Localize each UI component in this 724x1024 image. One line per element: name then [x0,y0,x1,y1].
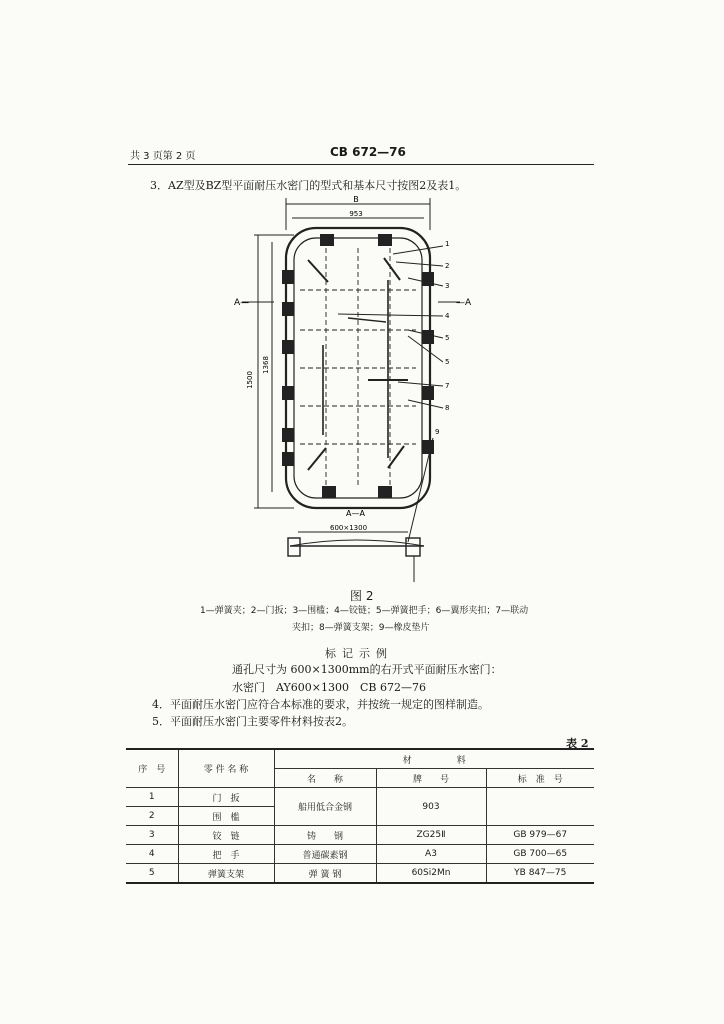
callout-8: 8 [445,404,450,412]
cell-mat: 铸 钢 [274,826,376,845]
label-1500: 1500 [246,371,254,389]
header-seq: 序 号 [126,749,178,788]
table-header-row [126,749,594,769]
callout-3: 3 [445,282,450,290]
cell-grade: A3 [376,845,486,864]
callout-1: 1 [445,240,450,248]
label-b: B [353,195,359,204]
callout-4: 4 [445,312,450,320]
cell-mat: 普通碳素钢 [274,845,376,864]
section-title: A—A [346,509,365,518]
cell-part: 门 扳 [178,788,274,807]
header-mat-name: 名 称 [274,769,376,788]
table-row [126,845,594,864]
materials-table [126,748,594,884]
example-line2: 水密门 AY600×1300 CB 672—76 [232,681,426,694]
standard-code: CB 672—76 [330,145,406,159]
figure-legend-line2: 夹扣；8—弹簧支架；9—橡皮垫片 [292,623,430,633]
cell-grade: ZG25Ⅱ [376,826,486,845]
figure-title: 图 2 [350,589,374,603]
cell-part: 围 槛 [178,807,274,826]
cell-seq: 4 [126,845,178,864]
cell-grade: 60Si2Mn [376,864,486,884]
table-row [126,864,594,884]
header-grade: 牌 号 [376,769,486,788]
header-rule [128,164,594,165]
callout-2: 2 [445,262,450,270]
door-drawing [228,190,488,590]
cell-part: 弹簧支架 [178,864,274,884]
table-row [126,826,594,845]
cell-part: 把 手 [178,845,274,864]
cell-std [486,788,594,826]
clause-3: 3．AZ型及BZ型平面耐压水密门的型式和基本尺寸按图2及表1。 [150,179,467,192]
example-line1: 通孔尺寸为 600×1300mm的右开式平面耐压水密门： [232,663,502,676]
cell-seq: 3 [126,826,178,845]
section-mark-left: A— [234,298,250,308]
callout-5b: 5 [445,358,450,366]
section-mark-right: —A [456,298,472,308]
callout-9: 9 [435,428,440,436]
callout-5a: 5 [445,334,450,342]
cell-seq: 5 [126,864,178,884]
cell-part: 铰 链 [178,826,274,845]
clause-5: 5．平面耐压水密门主要零件材料按表2。 [152,715,353,728]
header-material: 材 料 [274,749,594,769]
cell-mat: 弹 簧 钢 [274,864,376,884]
cell-grade: 903 [376,788,486,826]
cell-std: GB 700—65 [486,845,594,864]
cell-std: GB 979—67 [486,826,594,845]
example-heading: 标记示例 [325,647,393,660]
header-part: 零 件 名 称 [178,749,274,788]
label-953: 953 [349,210,363,218]
figure-legend-line1: 1—弹簧夹；2—门扳；3—围槛；4—铰链；5—弹簧把手；6—翼形夹扣；7—联动 [200,606,529,616]
label-1368: 1368 [262,356,270,374]
cell-mat: 船用低合金钢 [274,788,376,826]
table-row [126,788,594,807]
cell-seq: 1 [126,788,178,807]
cell-seq: 2 [126,807,178,826]
callout-7: 7 [445,382,450,390]
section-dim: 600×1300 [330,524,368,532]
header-std: 标 准 号 [486,769,594,788]
cell-std: YB 847—75 [486,864,594,884]
page-info: 共 3 页第 2 页 [130,151,196,162]
table-label: 表 2 [566,737,589,750]
clause-4: 4．平面耐压水密门应符合本标准的要求，并按统一规定的图样制造。 [152,698,489,711]
